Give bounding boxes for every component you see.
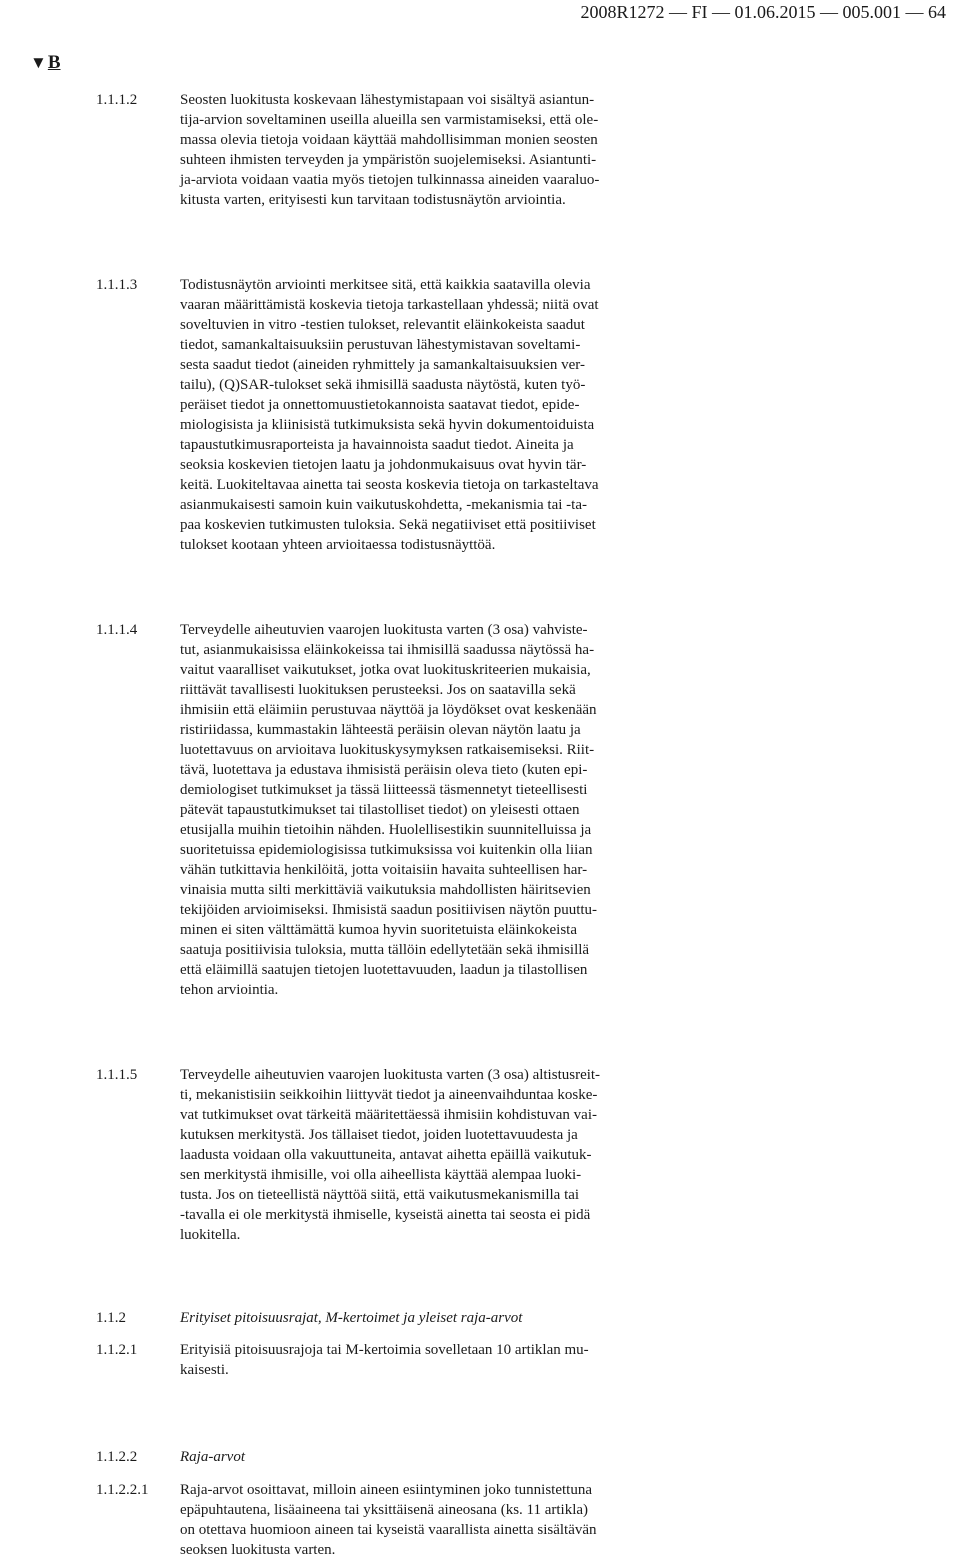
section-number: 1.1.2.2.1 (96, 1482, 149, 1498)
section-number: 1.1.1.3 (96, 277, 138, 293)
section-number: 1.1.2 (96, 1310, 126, 1326)
section-heading: Raja-arvot (180, 1449, 245, 1465)
page-header: 2008R1272 — FI — 01.06.2015 — 005.001 — 64 (580, 2, 946, 22)
section-text: Erityisiä pitoisuusrajoja tai M-kertoimia sovelletaan 10 artiklan mu- kaisesti. (180, 1342, 589, 1378)
section-1-1-2-2 (96, 1447, 686, 1467)
section-1-1-2 (96, 1308, 686, 1328)
section-1-1-1-2 (96, 90, 686, 210)
section-text: Terveydelle aiheutuvien vaarojen luokitusta varten (3 osa) altistusreit- ti, mekanistisiin seikkoihin liittyvät tiedot ja aineenvaihduntaa koske- vat tutkimukset ovat tärkeitä määritettäessä ihmisiin kohdistuvan vai- kutuksen merkitystä. Jos tällaiset tiedot, joiden luotettavuudesta ja laadusta voidaan olla vakuuttuneita, antavat aihetta epäillä vaikutuk- sen merkitystä ihmisille, voi olla aiheellista käyttää alempaa luoki- tusta. Jos on tieteellistä näyttöä siitä, että vaikutusmekanismilla tai -tavalla ei ole merkitystä ihmiselle, kyseistä ainetta tai seosta ei pidä luokitella. (180, 1067, 601, 1243)
section-number: 1.1.2.2 (96, 1449, 138, 1465)
section-number: 1.1.1.5 (96, 1067, 138, 1083)
section-1-1-1-4 (96, 620, 686, 1000)
amendment-marker-label: B (47, 52, 61, 73)
section-heading: Erityiset pitoisuusrajat, M-kertoimet ja yleiset raja-arvot (180, 1310, 523, 1326)
section-1-1-1-3 (96, 275, 686, 555)
section-text: Todistusnäytön arviointi merkitsee sitä, että kaikkia saatavilla olevia vaaran määrittämistä koskevia tietoja tarkastellaan yhdessä; niitä ovat soveltuvien in vitro -testien tulokset, relevantit eläinkokeista saadut tiedot, samankaltaisuuksiin perustuvan lähestymistavan soveltami- sesta saadut tiedot (aineiden ryhmittely ja samankaltaisuuksien ver- tailu), (Q)SAR-tulokset sekä ihmisillä saadusta näytöstä, kuten työ- peräiset tiedot ja onnettomuustietokannoista saatavat tiedot, epide- miologisista ja kliinisistä tutkimuksista sekä hyvin dokumentoiduista tapaustutkimusraporteista ja havainnoista saadut tiedot. Aineita ja seoksia koskevien tietojen laatu ja johdonmukaisuus ovat hyvin tär- keitä. Luokiteltavaa ainetta tai seosta koskevia tietoja on tarkasteltava asianmukaisesti samoin kuin vaikutuskohdetta, -mekanismia tai -ta- paa koskevien tutkimusten tuloksia. Sekä negatiiviset että positiiviset tulokset kootaan yhteen arvioitaessa todistusnäyttöä. (180, 277, 599, 553)
section-number: 1.1.1.2 (96, 92, 138, 108)
section-1-1-1-5 (96, 1065, 686, 1245)
section-1-1-2-1 (96, 1340, 686, 1380)
section-number: 1.1.2.1 (96, 1342, 138, 1358)
section-text: Terveydelle aiheutuvien vaarojen luokitusta varten (3 osa) vahviste- tut, asianmukaisissa eläinkokeissa tai ihmisillä saadussa näytössä ha- vaitut vaaralliset vaikutukset, jotka ovat luokituskriteerien mukaisia, riittävät tavallisesti luokituksen perusteeksi. Jos on saatavilla sekä ihmisiin että eläimiin perustuvaa näyttöä ja löydökset ovat keskenään ristiriidassa, kummastakin lähteestä peräisin olevan näytön laatu ja luotettavuus on arvioitava luokituskysymyksen ratkaisemiseksi. Riit- tävä, luotettava ja edustava ihmisistä peräisin oleva tieto (kuten epi- demiologiset tutkimukset ja tässä liitteessä täsmennetyt tieteellisesti pätevät tapaustutkimukset tai tilastolliset tiedot) on yleisesti ottaen etusijalla muihin tietoihin nähden. Huolellisestikin suunnitelluissa ja suoritetuissa epidemiologisissa tutkimuksissa voi kuitenkin olla liian vähän tutkittavia henkilöitä, jotta voitaisiin havaita suhteellisen har- vinaisia mutta silti merkittäviä vaikutuksia mahdollisten häiritsevien tekijöiden arvioimiseksi. Ihmisistä saadun positiivisen näytön puuttu- minen ei siten välttämättä kumoa hyvin suoritetuista eläinkokeista saatuja positiivisia tuloksia, mutta tällöin edellytetään sekä ihmisillä että eläimillä saatujen tietojen luotettavuuden, laadun ja tilastollisen tehon arviointia. (180, 622, 598, 998)
amendment-marker (30, 50, 61, 76)
section-text: Raja-arvot osoittavat, milloin aineen esiintyminen joko tunnistettuna epäpuhtautena, lisäaineena tai yksittäisenä aineosana (ks. 11 artikla) on otettava huomioon aineen tai kyseistä vaarallista ainetta sisältävän seoksen luokitusta varten. (180, 1482, 597, 1558)
triangle-down-icon: ▼ (30, 53, 47, 72)
section-number: 1.1.1.4 (96, 622, 138, 638)
section-text: Seosten luokitusta koskevaan lähestymistapaan voi sisältyä asiantun- tija-arvion soveltaminen useilla alueilla sen varmistamiseksi, että ole- massa olevia tietoja voidaan käyttää mahdollisimman monien seosten suhteen ihmisten terveyden ja ympäristön suojelemiseksi. Asiantunti- ja-arviota voidaan vaatia myös tietojen tulkinnassa aineiden vaaraluo- kitusta varten, erityisesti kun tarvitaan todistusnäytön arviointia. (180, 92, 600, 208)
section-1-1-2-2-1 (96, 1480, 686, 1560)
